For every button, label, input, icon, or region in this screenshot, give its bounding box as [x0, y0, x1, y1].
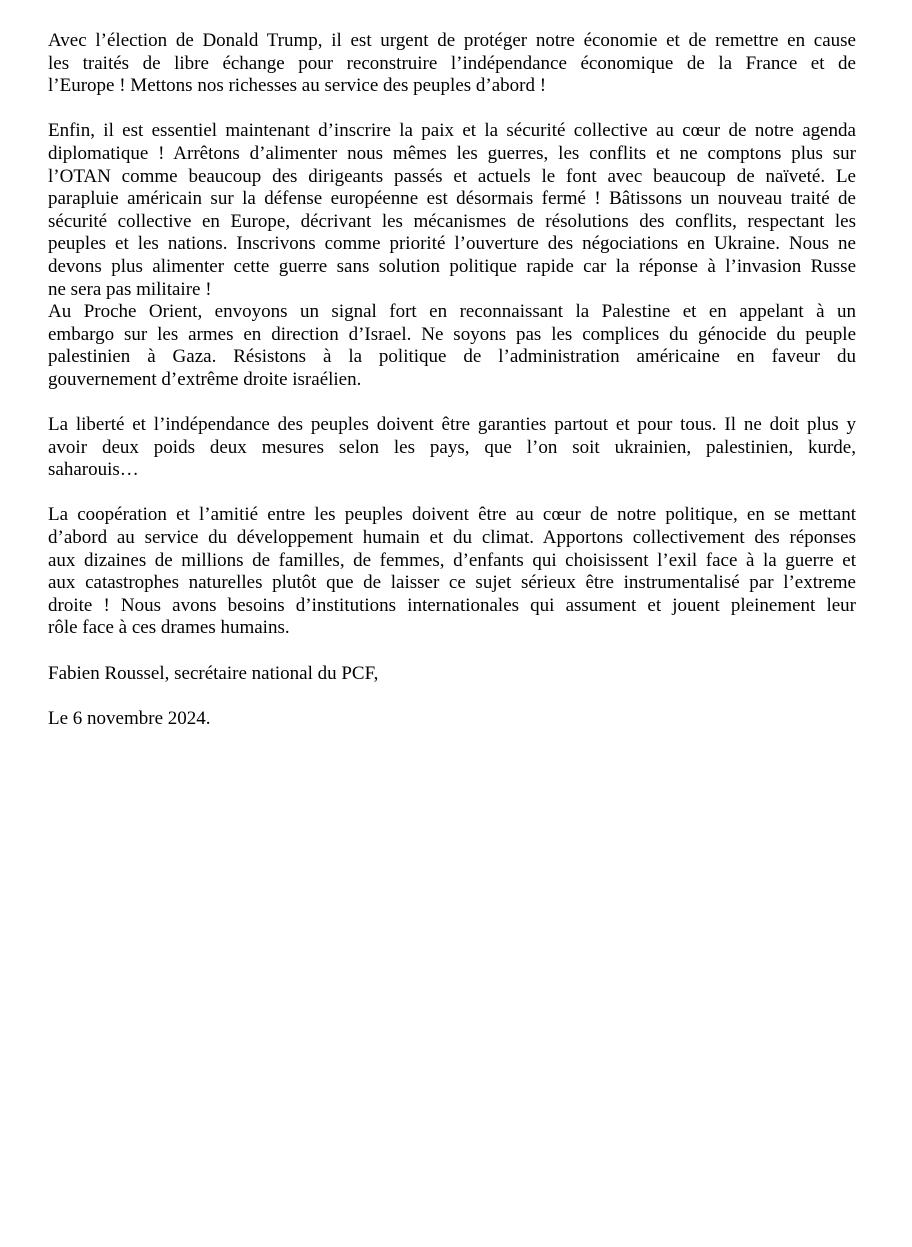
paragraph-freedom	[48, 414, 856, 482]
text-line: devons plus alimenter cette guerre sans solution politique rapide car la réponse à l’invasion Russe	[48, 255, 856, 277]
text-line: avoir deux poids deux mesures selon les pays, que l’on soit ukrainien, palestinien, kurde,	[48, 436, 856, 458]
paragraph-middle-east	[48, 301, 856, 391]
text-line: palestinien à Gaza. Résistons à la politique de l’administration américaine en faveur du	[48, 346, 856, 368]
text-line: l’Europe ! Mettons nos richesses au service des peuples d’abord !	[48, 75, 547, 97]
text-line: aux catastrophes naturelles plutôt que de laisser ce sujet sérieux être instrumentalisé par l’extreme	[48, 572, 856, 594]
text-line: ne sera pas militaire !	[48, 278, 212, 300]
text-line: gouvernement d’extrême droite israélien.	[48, 368, 362, 390]
text-line: droite ! Nous avons besoins d’institutions internationales qui assument et jouent pleinement leur	[48, 594, 856, 616]
paragraph-economy	[48, 30, 856, 98]
document-page	[48, 30, 856, 753]
text-line: La coopération et l’amitié entre les peuples doivent être au cœur de notre politique, en se mettant	[48, 504, 856, 526]
signature-text: Fabien Roussel, secrétaire national du PCF,	[48, 662, 379, 684]
signature	[48, 663, 856, 686]
text-line: diplomatique ! Arrêtons d’alimenter nous mêmes les guerres, les conflits et ne comptons plus sur	[48, 142, 856, 164]
paragraph-peace-security	[48, 120, 856, 301]
text-line: parapluie américain sur la défense européenne est désormais fermé ! Bâtissons un nouveau traité de	[48, 188, 856, 210]
text-line: aux dizaines de millions de familles, de femmes, d’enfants qui choisissent l’exil face à la guerre et	[48, 549, 856, 571]
text-line: embargo sur les armes en direction d’Israel. Ne soyons pas les complices du génocide du peuple	[48, 323, 856, 345]
paragraph-cooperation	[48, 504, 856, 640]
text-line: rôle face à ces drames humains.	[48, 617, 290, 639]
text-line: sécurité collective en Europe, décrivant les mécanismes de résolutions des conflits, respectant les	[48, 210, 856, 232]
text-line: peuples et les nations. Inscrivons comme priorité l’ouverture des négociations en Ukraine. Nous ne	[48, 233, 856, 255]
text-line: l’OTAN comme beaucoup des dirigeants passés et actuels le font avec beaucoup de naïveté. Le	[48, 165, 856, 187]
text-line: Avec l’élection de Donald Trump, il est urgent de protéger notre économie et de remettre en cause	[48, 30, 856, 51]
date-text: Le 6 novembre 2024.	[48, 707, 211, 729]
text-line: saharouis…	[48, 459, 139, 481]
date	[48, 708, 856, 731]
text-line: Enfin, il est essentiel maintenant d’inscrire la paix et la sécurité collective au cœur de notre agenda	[48, 120, 856, 142]
text-line: La liberté et l’indépendance des peuples doivent être garanties partout et pour tous. Il ne doit plus y	[48, 414, 856, 436]
text-line: Au Proche Orient, envoyons un signal fort en reconnaissant la Palestine et en appelant à un	[48, 301, 856, 323]
text-line: d’abord au service du développement humain et du climat. Apportons collectivement des réponses	[48, 527, 856, 549]
text-line: les traités de libre échange pour reconstruire l’indépendance économique de la France et de	[48, 52, 856, 74]
